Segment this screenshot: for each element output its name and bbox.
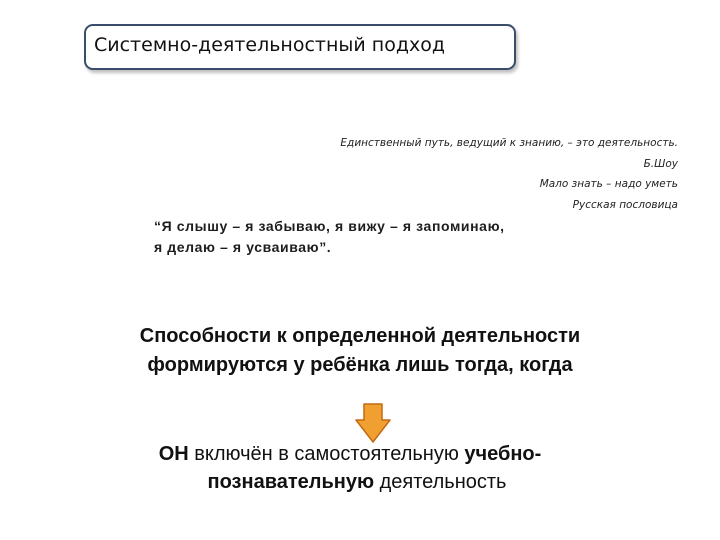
conclusion-end-text: деятельность xyxy=(374,471,507,493)
slide-title: Системно-деятельностный подход xyxy=(94,34,445,56)
conclusion-line-1 xyxy=(0,440,720,468)
epigraph-author-1: Б.Шоу xyxy=(643,157,678,170)
conclusion-emphasis-2: познавательную xyxy=(207,471,375,493)
conclusion-emphasis-1: учебно- xyxy=(464,443,542,465)
conclusion-subject: ОН xyxy=(158,443,189,465)
arrow-down-icon xyxy=(355,403,391,443)
quote-line-1: “Я слышу – я забываю, я вижу – я запоминаю, xyxy=(154,218,505,234)
epigraph-quote-2: Мало знать – надо уметь xyxy=(539,178,678,190)
conclusion-line-2 xyxy=(0,468,720,496)
conclusion-block xyxy=(0,440,720,496)
statement-line-1: Способности к определенной деятельности xyxy=(139,325,581,347)
quote-line-2: я делаю – я усваиваю”. xyxy=(154,239,332,255)
statement-line-2: формируются у ребёнка лишь тогда, когда xyxy=(147,354,573,376)
epigraph-block xyxy=(238,133,678,215)
statement-block xyxy=(0,322,720,380)
quote-block xyxy=(154,216,505,258)
title-box xyxy=(84,24,516,70)
epigraph-quote-1: Единственный путь, ведущий к знанию, – это деятельность. xyxy=(340,137,678,149)
epigraph-author-2: Русская пословица xyxy=(572,198,678,211)
conclusion-middle-text: включён в самостоятельную xyxy=(188,443,465,465)
arrow-down-shape xyxy=(356,404,390,442)
